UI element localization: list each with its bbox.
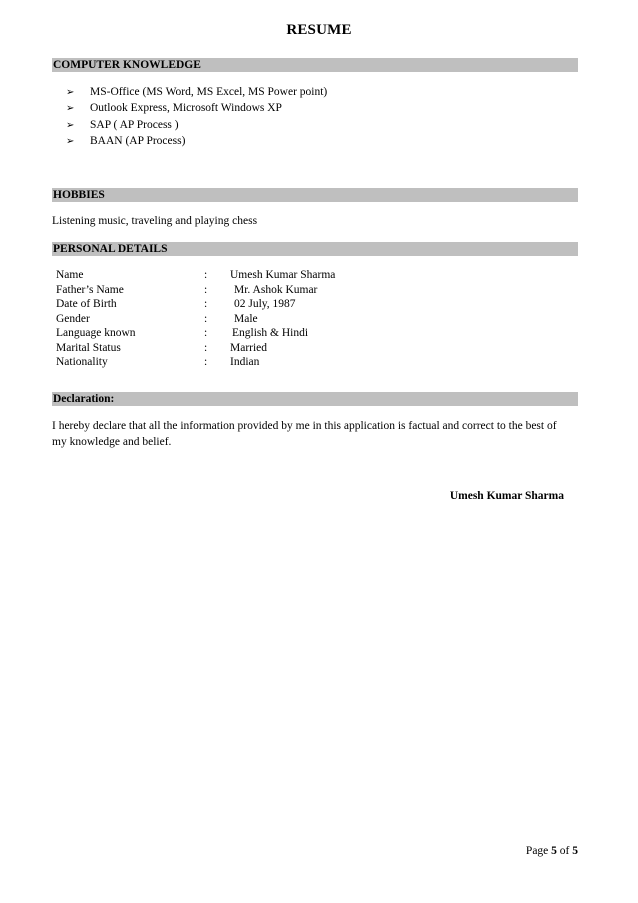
detail-separator: :: [204, 327, 208, 339]
hobbies-text: Listening music, traveling and playing chess: [52, 215, 258, 227]
list-item: [66, 117, 327, 133]
detail-value: Married: [230, 341, 268, 354]
current-page-number: 5: [551, 845, 557, 857]
list-item: [66, 100, 327, 116]
detail-separator: :: [204, 298, 208, 310]
list-item-text: BAAN (AP Process): [90, 134, 186, 147]
list-item: [66, 133, 327, 149]
detail-separator: :: [204, 269, 208, 281]
signature-name: Umesh Kumar Sharma: [449, 490, 564, 502]
section-heading-hobbies: HOBBIES: [52, 188, 578, 202]
section-heading-declaration: Declaration:: [52, 392, 578, 406]
detail-value: Mr. Ashok Kumar: [234, 283, 318, 296]
total-pages-number: 5: [572, 845, 578, 857]
declaration-line: my knowledge and belief.: [52, 436, 172, 448]
section-heading-personal-details: PERSONAL DETAILS: [52, 242, 578, 256]
detail-value: Umesh Kumar Sharma: [230, 269, 336, 281]
detail-label: Date of Birth: [56, 298, 117, 310]
arrow-bullet-icon: ➢: [66, 87, 75, 98]
detail-label: Father’s Name: [56, 283, 124, 296]
page-footer: [526, 845, 578, 857]
detail-label: Marital Status: [56, 341, 121, 354]
detail-separator: :: [204, 356, 208, 368]
page-title: RESUME: [286, 22, 352, 38]
list-item-text: MS-Office (MS Word, MS Excel, MS Power point): [90, 86, 328, 98]
list-item: [66, 84, 327, 100]
detail-label: Language known: [56, 327, 136, 339]
list-item-text: Outlook Express, Microsoft Windows XP: [90, 102, 282, 115]
computer-knowledge-list: [66, 84, 327, 149]
detail-value: Male: [234, 312, 258, 325]
of-word: of: [559, 845, 570, 857]
declaration-line: I hereby declare that all the information provided by me in this application is factual and correct to the best of: [52, 420, 557, 432]
section-heading-computer-knowledge: COMPUTER KNOWLEDGE: [52, 58, 578, 72]
detail-separator: :: [204, 312, 208, 325]
detail-separator: :: [204, 283, 208, 296]
detail-value: English & Hindi: [232, 327, 309, 339]
declaration-text: [52, 418, 557, 450]
list-item-text: SAP ( AP Process ): [90, 118, 179, 131]
page-word: Page: [525, 845, 549, 857]
arrow-bullet-icon: ➢: [66, 103, 75, 115]
arrow-bullet-icon: ➢: [66, 119, 75, 131]
detail-separator: :: [204, 341, 208, 354]
detail-label: Name: [56, 269, 84, 281]
detail-value: 02 July, 1987: [234, 298, 296, 310]
detail-label: Gender: [56, 312, 90, 325]
arrow-bullet-icon: ➢: [66, 135, 75, 147]
detail-value: Indian: [230, 356, 260, 368]
detail-label: Nationality: [56, 356, 108, 368]
